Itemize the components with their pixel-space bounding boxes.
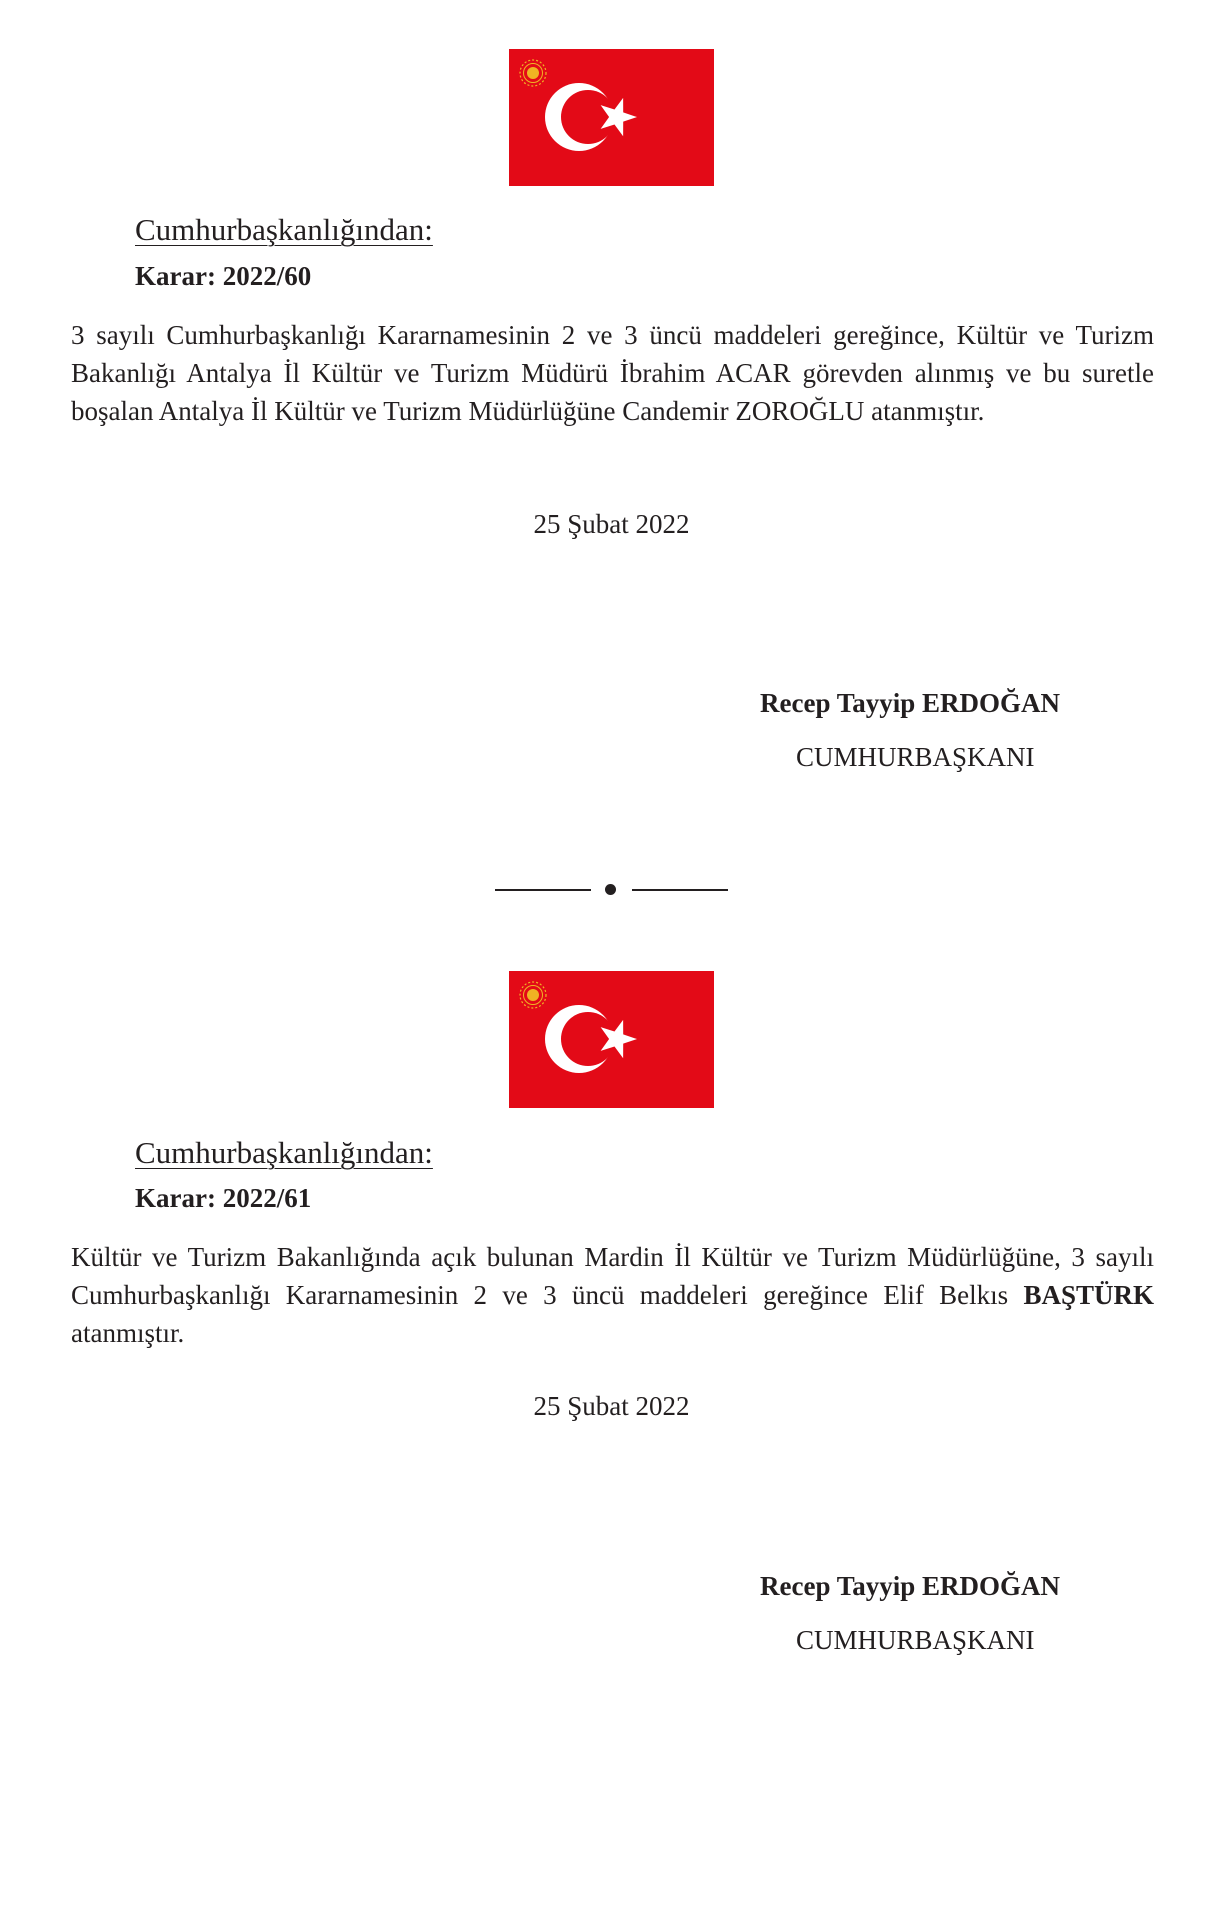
decree-date: 25 Şubat 2022: [533, 509, 690, 539]
divider-dot-icon: [605, 884, 616, 895]
signer-title: CUMHURBAŞKANI: [796, 1625, 1035, 1655]
turkish-flag-icon: [509, 971, 714, 1108]
decree-date: 25 Şubat 2022: [533, 1391, 690, 1421]
decree-heading: Cumhurbaşkanlığından:: [135, 1135, 433, 1170]
decree-heading: Cumhurbaşkanlığından:: [135, 212, 433, 247]
decree-body-main: Kültür ve Turizm Bakanlığında açık bulunan Mardin İl Kültür ve Turizm Müdürlüğüne, 3 sayılı Cumhurbaşkanlığı Kararnamesinin 2 ve 3 üncü maddeleri gereğince Elif Belkıs: [71, 1242, 1154, 1310]
section-divider: [495, 880, 728, 900]
appointee-surname: BAŞTÜRK: [1023, 1280, 1154, 1310]
signer-title: CUMHURBAŞKANI: [796, 742, 1035, 772]
divider-line-right: [632, 889, 728, 891]
decision-number: Karar: 2022/61: [135, 1183, 312, 1213]
decree-body: 3 sayılı Cumhurbaşkanlığı Kararnamesinin 2 ve 3 üncü maddeleri gereğince, Kültür ve Turizm Bakanlığı Antalya İl Kültür ve Turizm Müdürü İbrahim ACAR görevden alınmış ve bu suretle boşalan Antalya İl Kültür ve Turizm Müdürlüğüne Candemir ZOROĞLU atanmıştır.: [71, 320, 1154, 426]
turkish-flag-icon: [509, 49, 714, 186]
divider-line-left: [495, 889, 591, 891]
decision-number: Karar: 2022/60: [135, 261, 312, 291]
signer-name: Recep Tayyip ERDOĞAN: [760, 1571, 1061, 1601]
decree-body-end: atanmıştır.: [71, 1318, 185, 1348]
signer-name: Recep Tayyip ERDOĞAN: [760, 688, 1061, 718]
decree-body: [71, 1238, 1154, 1352]
